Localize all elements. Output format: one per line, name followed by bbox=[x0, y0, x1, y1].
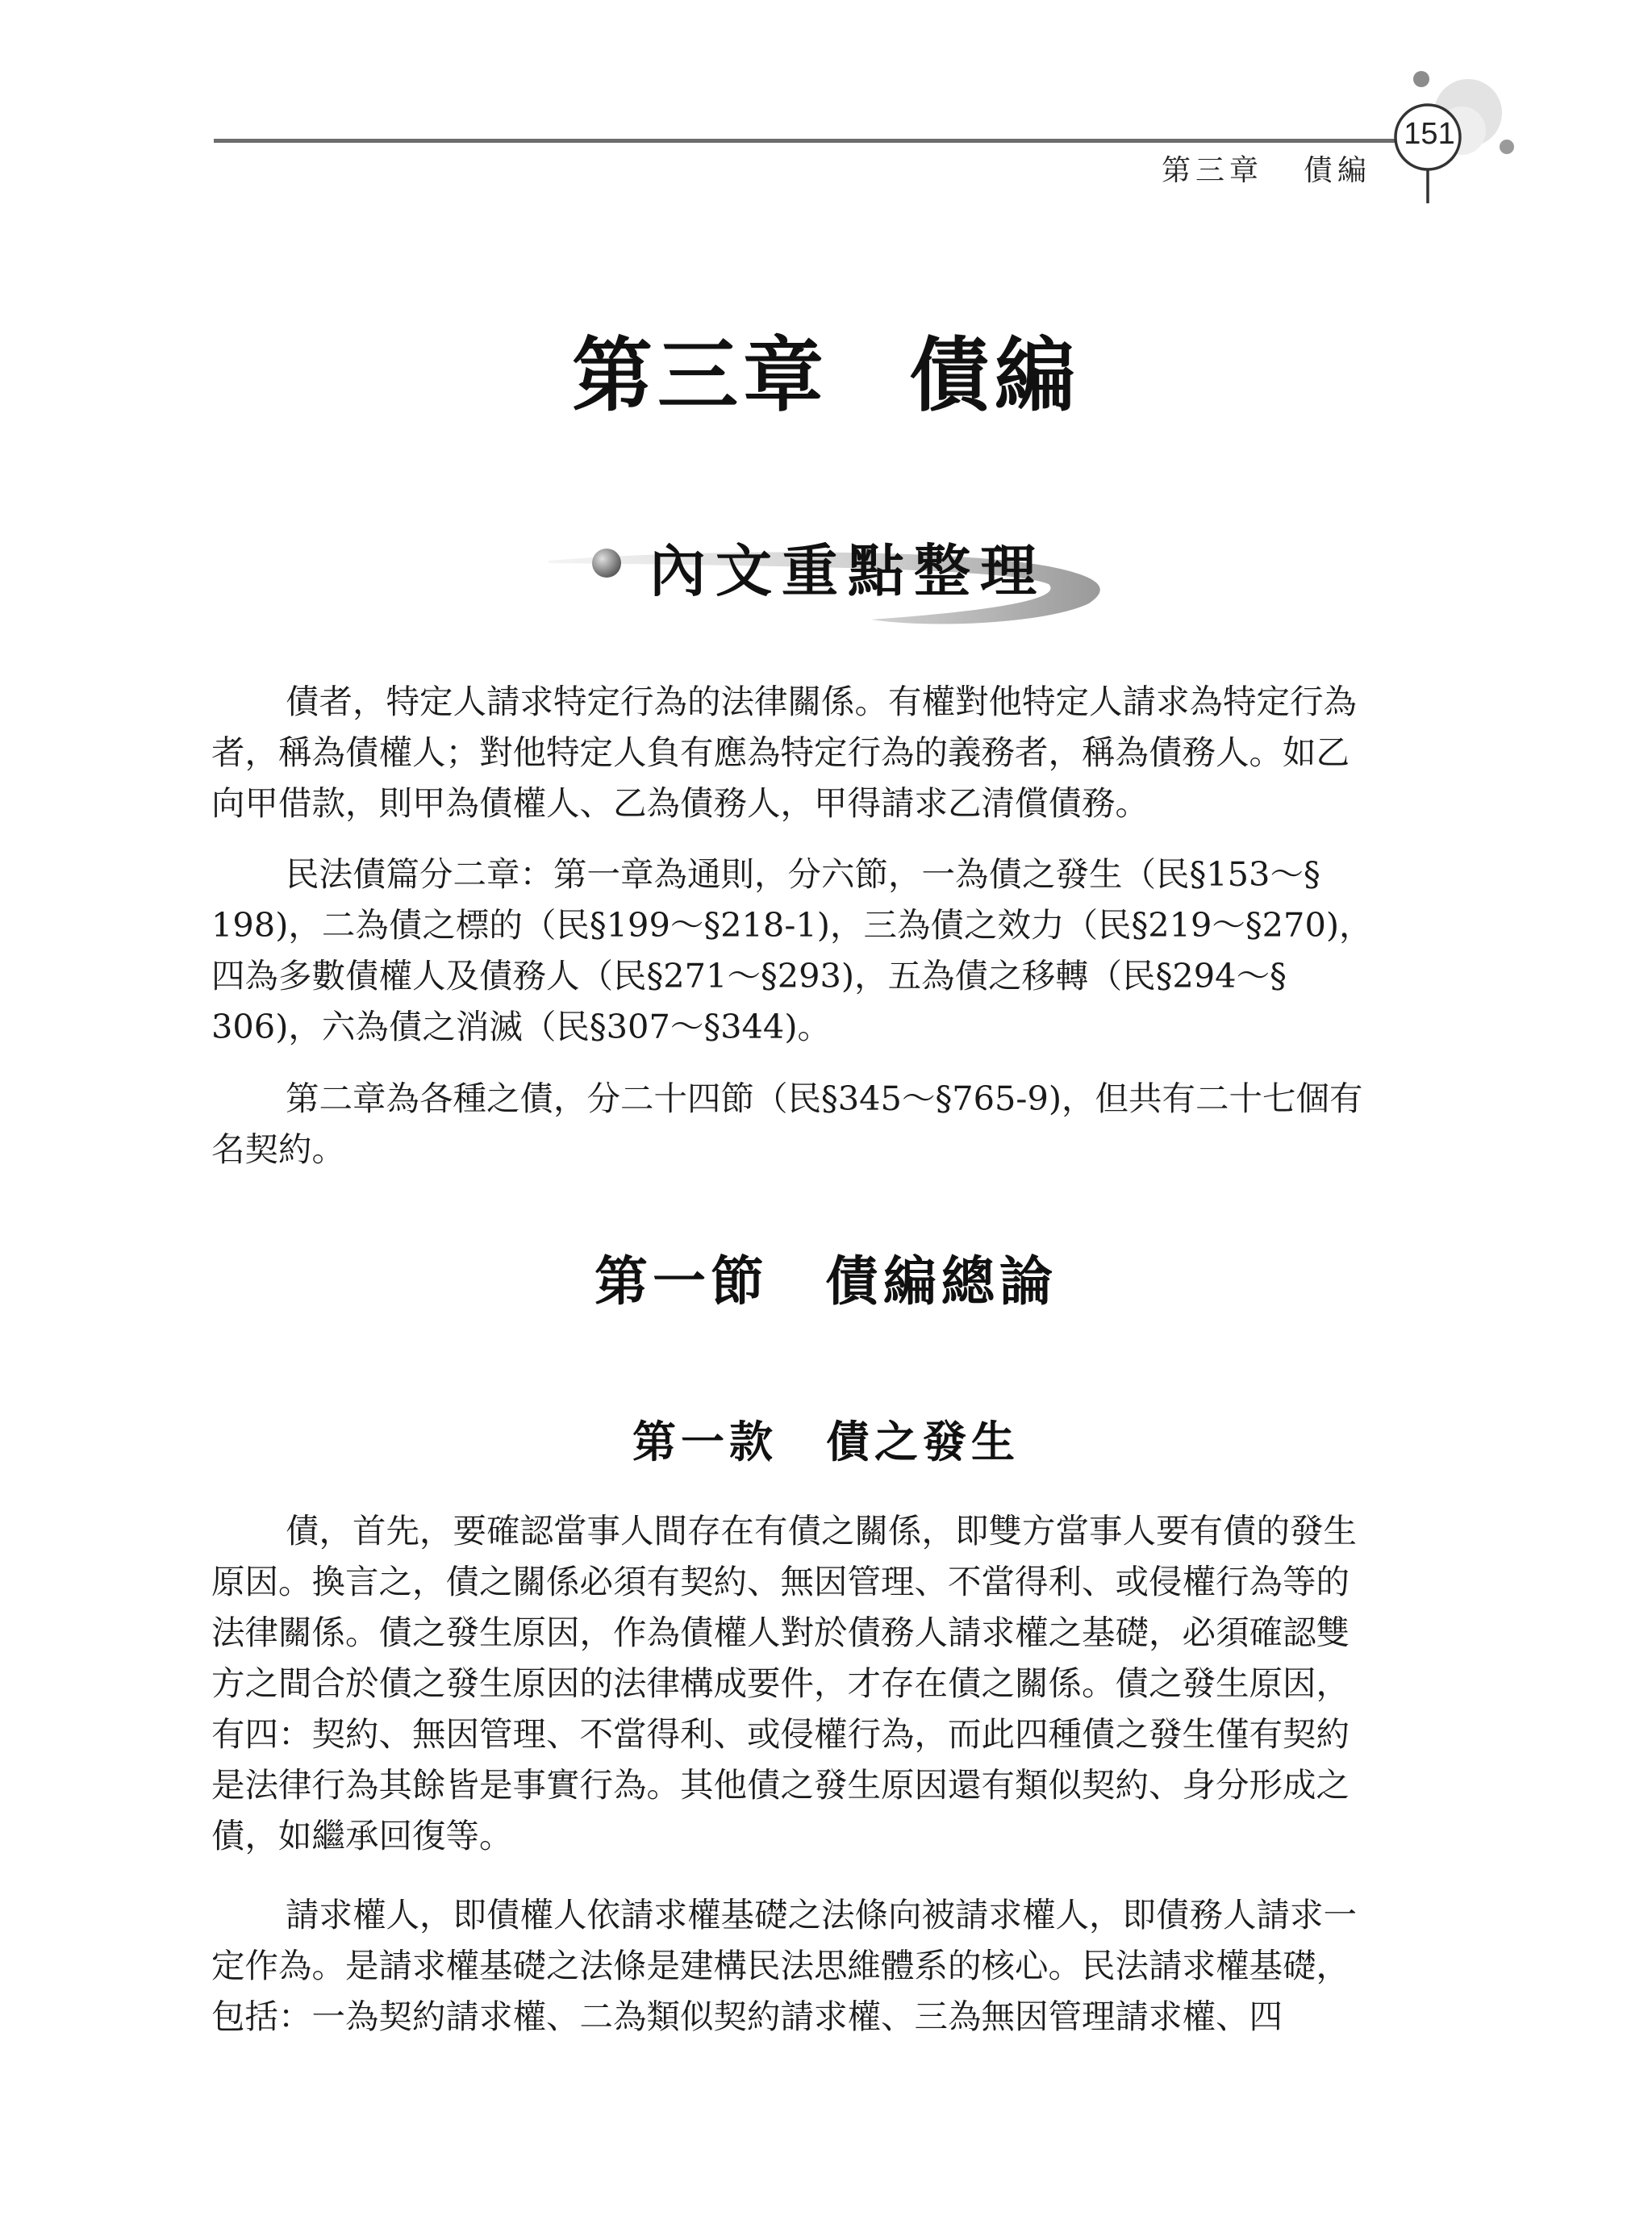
body-paragraph-2 bbox=[211, 1889, 1454, 2042]
section-title bbox=[0, 1238, 1652, 1315]
intro-paragraph-1 bbox=[211, 676, 1454, 828]
chapter-title bbox=[0, 311, 1652, 427]
text-line: 有四：契約、無因管理、不當得利、或侵權行為，而此四種債之發生僅有契約 bbox=[211, 1714, 1350, 1754]
page-number: 151 bbox=[1404, 117, 1455, 151]
text-line: 債者，特定人請求特定行為的法律關係。有權對他特定人請求為特定行為 bbox=[286, 682, 1358, 721]
text-line: 四為多數債權人及債務人（民§271～§293)，五為債之移轉（民§294～§ bbox=[211, 956, 1287, 995]
header-rule bbox=[214, 139, 1400, 143]
text-line: 包括：一為契約請求權、二為類似契約請求權、三為無因管理請求權、四 bbox=[211, 1997, 1283, 2036]
subsection-number: 第一款 bbox=[632, 1417, 778, 1467]
text-line: 請求權人，即債權人依請求權基礎之法條向被請求權人，即債務人請求一 bbox=[286, 1895, 1358, 1934]
text-line: 向甲借款，則甲為債權人、乙為債務人，甲得請求乙清償債務。 bbox=[211, 783, 1149, 823]
running-head-chapter: 第三章 bbox=[1161, 154, 1263, 187]
text-line: 第二章為各種之債，分二十四節（民§345～§765-9)，但共有二十七個有 bbox=[286, 1079, 1363, 1118]
chapter-number: 第三章 bbox=[572, 328, 828, 423]
text-line: 債，首先，要確認當事人間存在有債之關係，即雙方當事人要有債的發生 bbox=[286, 1511, 1358, 1550]
text-line: 民法債篇分二章：第一章為通則，分六節，一為債之發生（民§153～§ bbox=[286, 854, 1320, 894]
text-line: 定作為。是請求權基礎之法條是建構民法思維體系的核心。民法請求權基礎， bbox=[211, 1946, 1350, 1985]
running-head-title: 債編 bbox=[1303, 154, 1371, 187]
text-line: 名契約。 bbox=[211, 1129, 346, 1169]
intro-paragraph-3 bbox=[211, 1073, 1454, 1175]
body-paragraph-1 bbox=[211, 1505, 1454, 1861]
text-line: 方之間合於債之發生原因的法律構成要件，才存在債之關係。債之發生原因， bbox=[211, 1663, 1350, 1703]
section-number: 第一節 bbox=[594, 1250, 769, 1313]
text-line: 債，如繼承回復等。 bbox=[211, 1816, 513, 1855]
chapter-name: 債編 bbox=[909, 328, 1080, 423]
section-name: 債編總論 bbox=[825, 1250, 1058, 1313]
intro-paragraph-2 bbox=[211, 849, 1454, 1052]
text-line: 306)，六為債之消滅（民§307～§344)。 bbox=[211, 1007, 832, 1046]
text-line: 原因。換言之，債之關係必須有契約、無因管理、不當得利、或侵權行為等的 bbox=[211, 1562, 1350, 1601]
text-line: 者，稱為債權人；對他特定人負有應為特定行為的義務者，稱為債務人。如乙 bbox=[211, 732, 1350, 772]
text-line: 是法律行為其餘皆是事實行為。其他債之發生原因還有類似契約、身分形成之 bbox=[211, 1765, 1350, 1805]
subsection-name: 債之發生 bbox=[826, 1417, 1020, 1467]
running-head bbox=[1162, 148, 1371, 189]
text-line: 198)，二為債之標的（民§199～§218-1)，三為債之效力（民§219～§270)， bbox=[211, 905, 1373, 945]
subsection-title bbox=[0, 1408, 1652, 1470]
text-line: 法律關係。債之發生原因，作為債權人對於債務人請求權之基礎，必須確認雙 bbox=[211, 1613, 1350, 1652]
summary-heading: 內文重點整理 bbox=[649, 538, 1046, 604]
